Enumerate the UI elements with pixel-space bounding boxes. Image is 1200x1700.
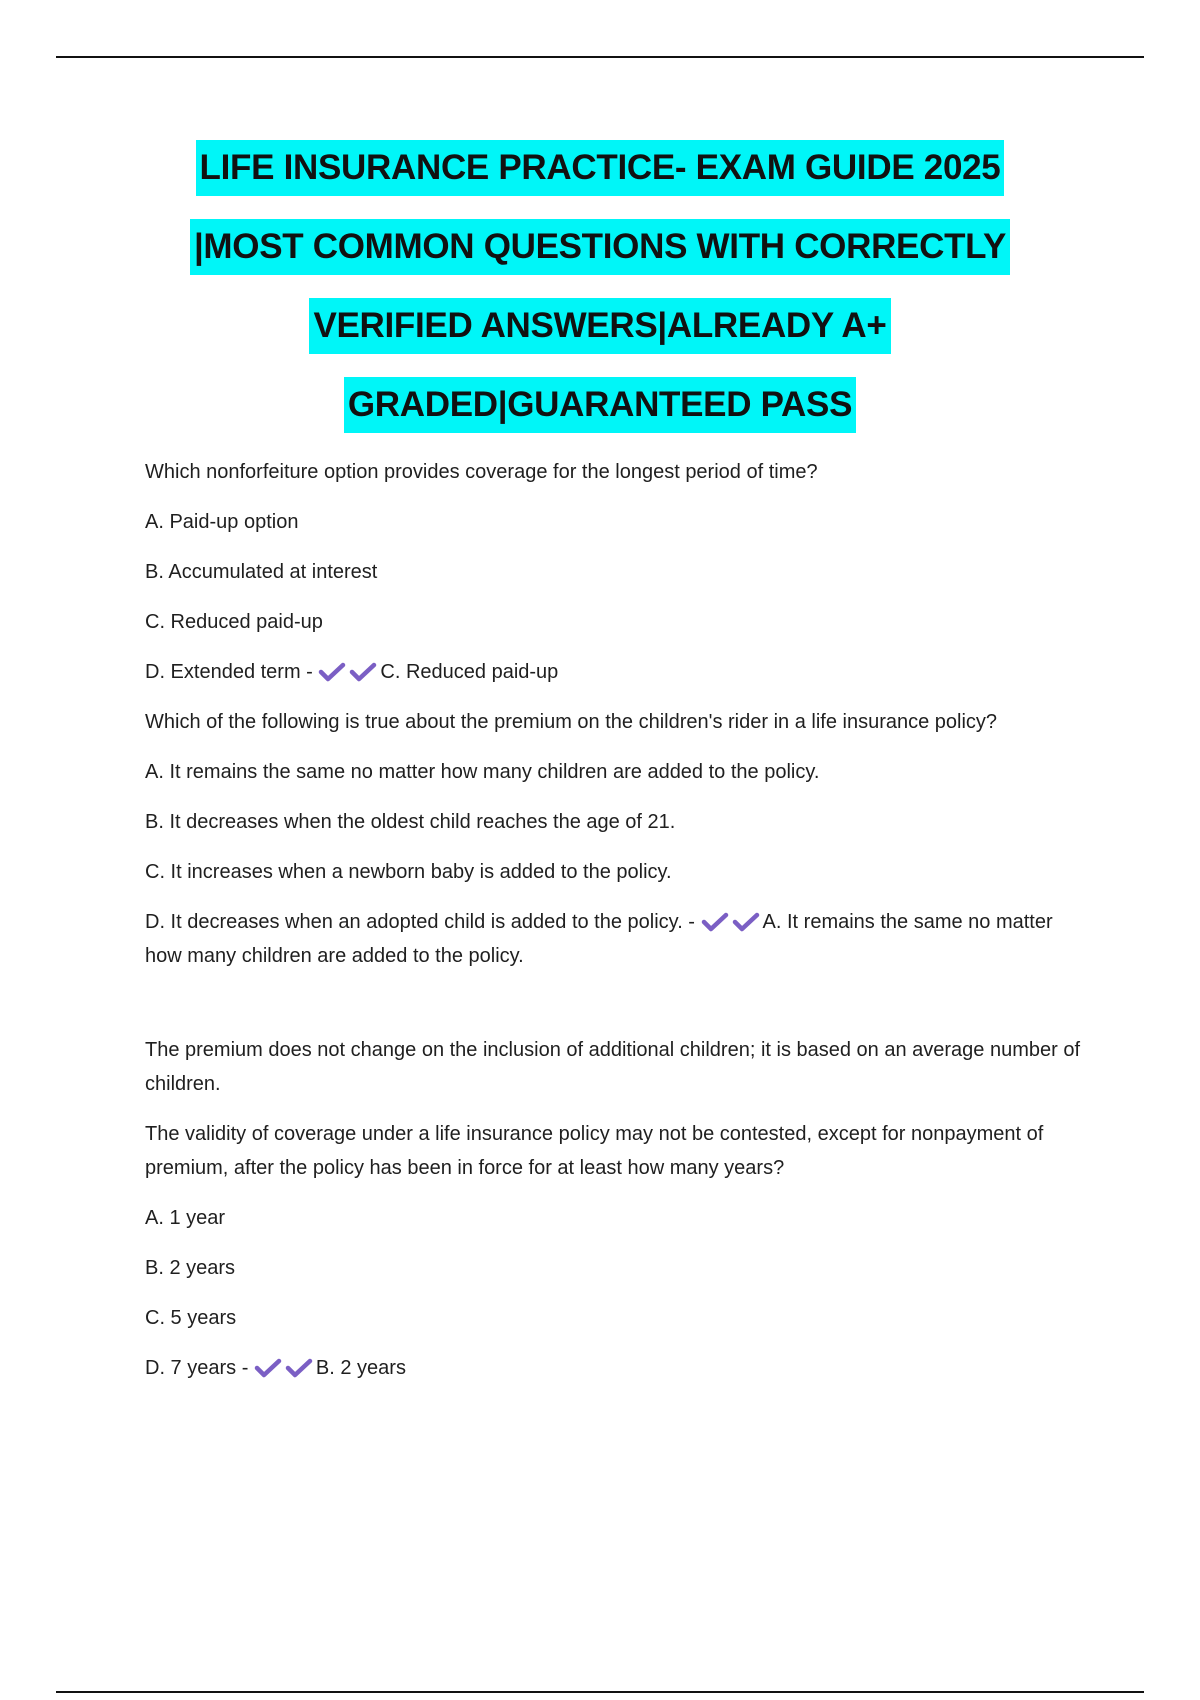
question-2: Which of the following is true about the premium on the children's rider in a life insurance policy? [145,711,998,733]
q2-option-d: D. It decreases when an adopted child is added to the policy. - [145,911,695,933]
q1-answer: C. Reduced paid-up [380,661,559,683]
title-line-3 [0,298,1200,377]
q2-answer: A. It remains the same no matter how many children are added to the policy. [145,911,1053,967]
bottom-rule [56,1691,1144,1693]
check-icon [285,1357,313,1379]
check-icon [318,661,346,683]
title-text-1: LIFE INSURANCE PRACTICE- EXAM GUIDE 2025 [196,140,1005,196]
q1-option-c: C. Reduced paid-up [145,611,323,633]
q1-option-d: D. Extended term - [145,661,313,683]
q3-option-d: D. 7 years - [145,1357,249,1379]
title-line-2 [0,219,1200,298]
q3-answer: B. 2 years [315,1357,406,1379]
top-rule [56,56,1144,58]
title-text-3: VERIFIED ANSWERS|ALREADY A+ [309,298,890,354]
q2-option-d-with-answer [145,905,1085,973]
title-text-4: GRADED|GUARANTEED PASS [344,377,856,433]
check-icon [701,911,729,933]
q3-option-a: A. 1 year [145,1207,226,1229]
document-body [145,455,1085,1401]
q3-option-b: B. 2 years [145,1257,236,1279]
q1-option-a: A. Paid-up option [145,511,299,533]
q1-option-b: B. Accumulated at interest [145,561,378,583]
question-3: The validity of coverage under a life insurance policy may not be contested, except for nonpayment of premium, after the policy has been in force for at least how many years? [145,1123,1044,1179]
check-icon [254,1357,282,1379]
q3-option-c: C. 5 years [145,1307,237,1329]
check-icon [349,661,377,683]
q2-option-a: A. It remains the same no matter how many children are added to the policy. [145,761,820,783]
q2-option-c: C. It increases when a newborn baby is added to the policy. [145,861,672,883]
q1-option-d-with-answer [145,655,1085,689]
title-line-1 [0,140,1200,219]
q2-option-b: B. It decreases when the oldest child reaches the age of 21. [145,811,676,833]
q2-explanation: The premium does not change on the inclusion of additional children; it is based on an average number of children. [145,1039,1081,1095]
title-line-4 [0,377,1200,456]
question-1: Which nonforfeiture option provides coverage for the longest period of time? [145,461,818,483]
q3-option-d-with-answer [145,1351,1085,1385]
check-icon [732,911,760,933]
document-title [0,140,1200,456]
title-text-2: |MOST COMMON QUESTIONS WITH CORRECTLY [190,219,1010,275]
